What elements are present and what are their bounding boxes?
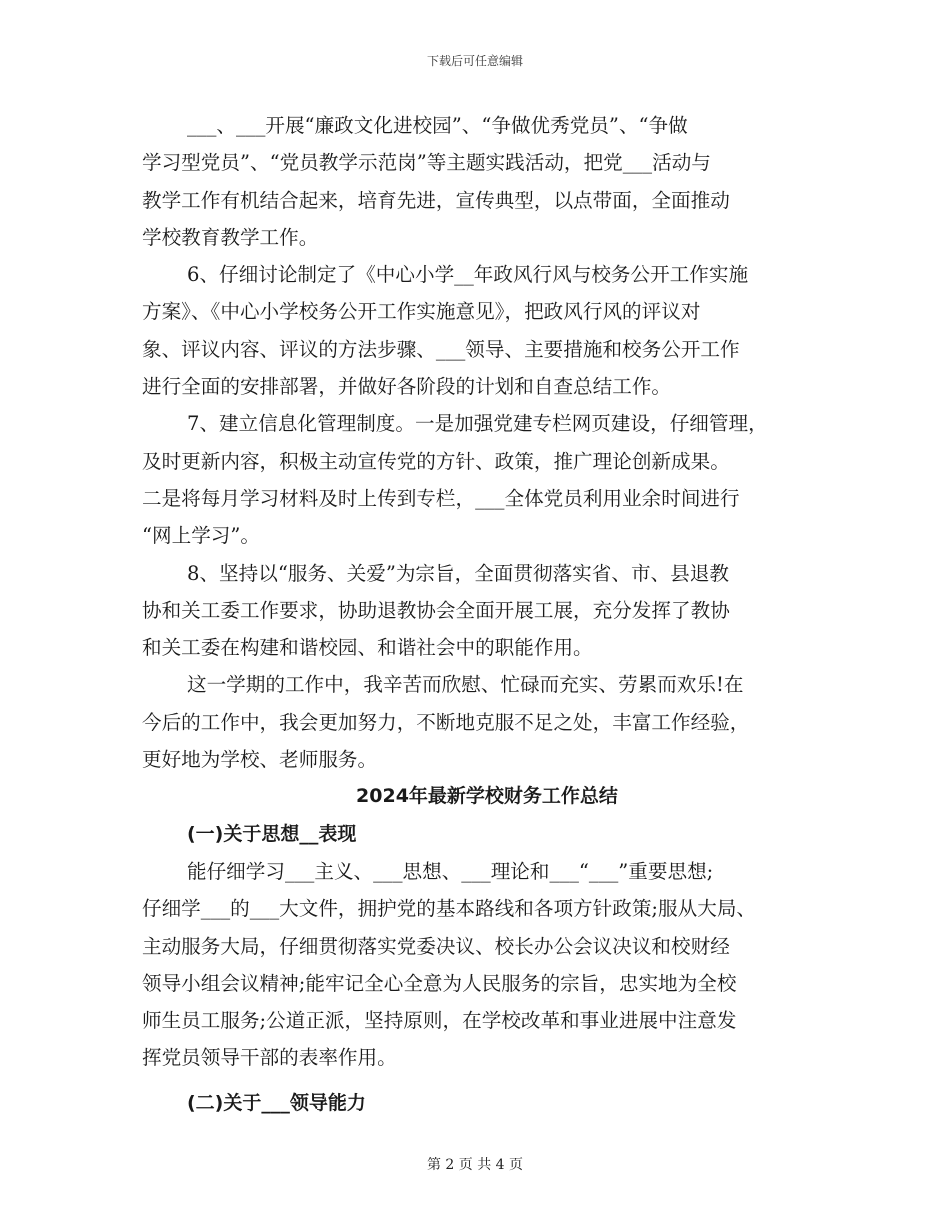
- paragraph-line: 6、仔细讨论制定了《中心小学__年政风行风与校务公开工作实施: [187, 263, 749, 287]
- paragraph-line: 能仔细学习___主义、___思想、___理论和___“___”重要思想;: [187, 859, 714, 883]
- section-title: 2024年最新学校财务工作总结: [356, 785, 618, 808]
- paragraph-line: 今后的工作中，我会更加努力，不断地克服不足之处，丰富工作经验，: [142, 710, 750, 734]
- paragraph-line: 领导小组会议精神;能牢记全心全意为人民服务的宗旨，忠实地为全校: [142, 971, 737, 995]
- page-footer: 第 2 页 共 4 页: [426, 1157, 524, 1173]
- paragraph-line: 二是将每月学习材料及时上传到专栏，___全体党员利用业余时间进行: [142, 486, 740, 510]
- paragraph-line: 7、建立信息化管理制度。一是加强党建专栏网页建设，仔细管理，: [187, 412, 768, 436]
- page-header: 下载后可任意编辑: [426, 54, 523, 68]
- document-body: [142, 107, 822, 1122]
- paragraph-line: 学校教育教学工作。: [142, 225, 319, 249]
- paragraph-line: 8、坚持以“服务、关爱”为宗旨，全面贯彻落实省、市、县退教: [187, 561, 729, 585]
- section-heading-2: (二)关于___领导能力: [187, 1091, 366, 1114]
- paragraph-line: 象、评议内容、评议的方法步骤、___领导、主要措施和校务公开工作: [142, 337, 740, 361]
- paragraph-line: 教学工作有机结合起来，培育先进，宣传典型，以点带面，全面推动: [142, 188, 730, 212]
- paragraph-line: 仔细学___的___大文件，拥护党的基本路线和各项方针政策;服从大局、: [142, 897, 757, 921]
- paragraph-line: 及时更新内容，积极主动宣传党的方针、政策，推广理论创新成果。: [142, 449, 730, 473]
- paragraph-line: 方案》、《中心小学校务公开工作实施意见》，把政风行风的评议对: [142, 300, 701, 324]
- paragraph-line: 挥党员领导干部的表率作用。: [142, 1046, 397, 1070]
- paragraph-line: 进行全面的安排部署，并做好各阶段的计划和自查总结工作。: [142, 375, 672, 399]
- paragraph-line: 学习型党员”、“党员教学示范岗”等主题实践活动，把党___活动与: [142, 151, 711, 175]
- paragraph-line: 这一学期的工作中，我辛苦而欣慰、忙碌而充实、劳累而欢乐!在: [187, 673, 744, 697]
- section-heading-1: (一)关于思想__表现: [187, 822, 357, 845]
- paragraph-line: 和关工委在构建和谐校园、和谐社会中的职能作用。: [142, 636, 593, 660]
- paragraph-line: “网上学习”。: [142, 524, 261, 548]
- paragraph-line: 主动服务大局，仔细贯彻落实党委决议、校长办公会议决议和校财经: [142, 934, 730, 958]
- paragraph-line: 更好地为学校、老师服务。: [142, 748, 378, 772]
- paragraph-line: ___、___开展“廉政文化进校园”、“争做优秀党员”、“争做: [187, 114, 688, 137]
- paragraph-line: 协和关工委工作要求，协助退教协会全面开展工展，充分发挥了教协: [142, 598, 730, 622]
- paragraph-line: 师生员工服务;公道正派，坚持原则，在学校改革和事业进展中注意发: [142, 1009, 737, 1033]
